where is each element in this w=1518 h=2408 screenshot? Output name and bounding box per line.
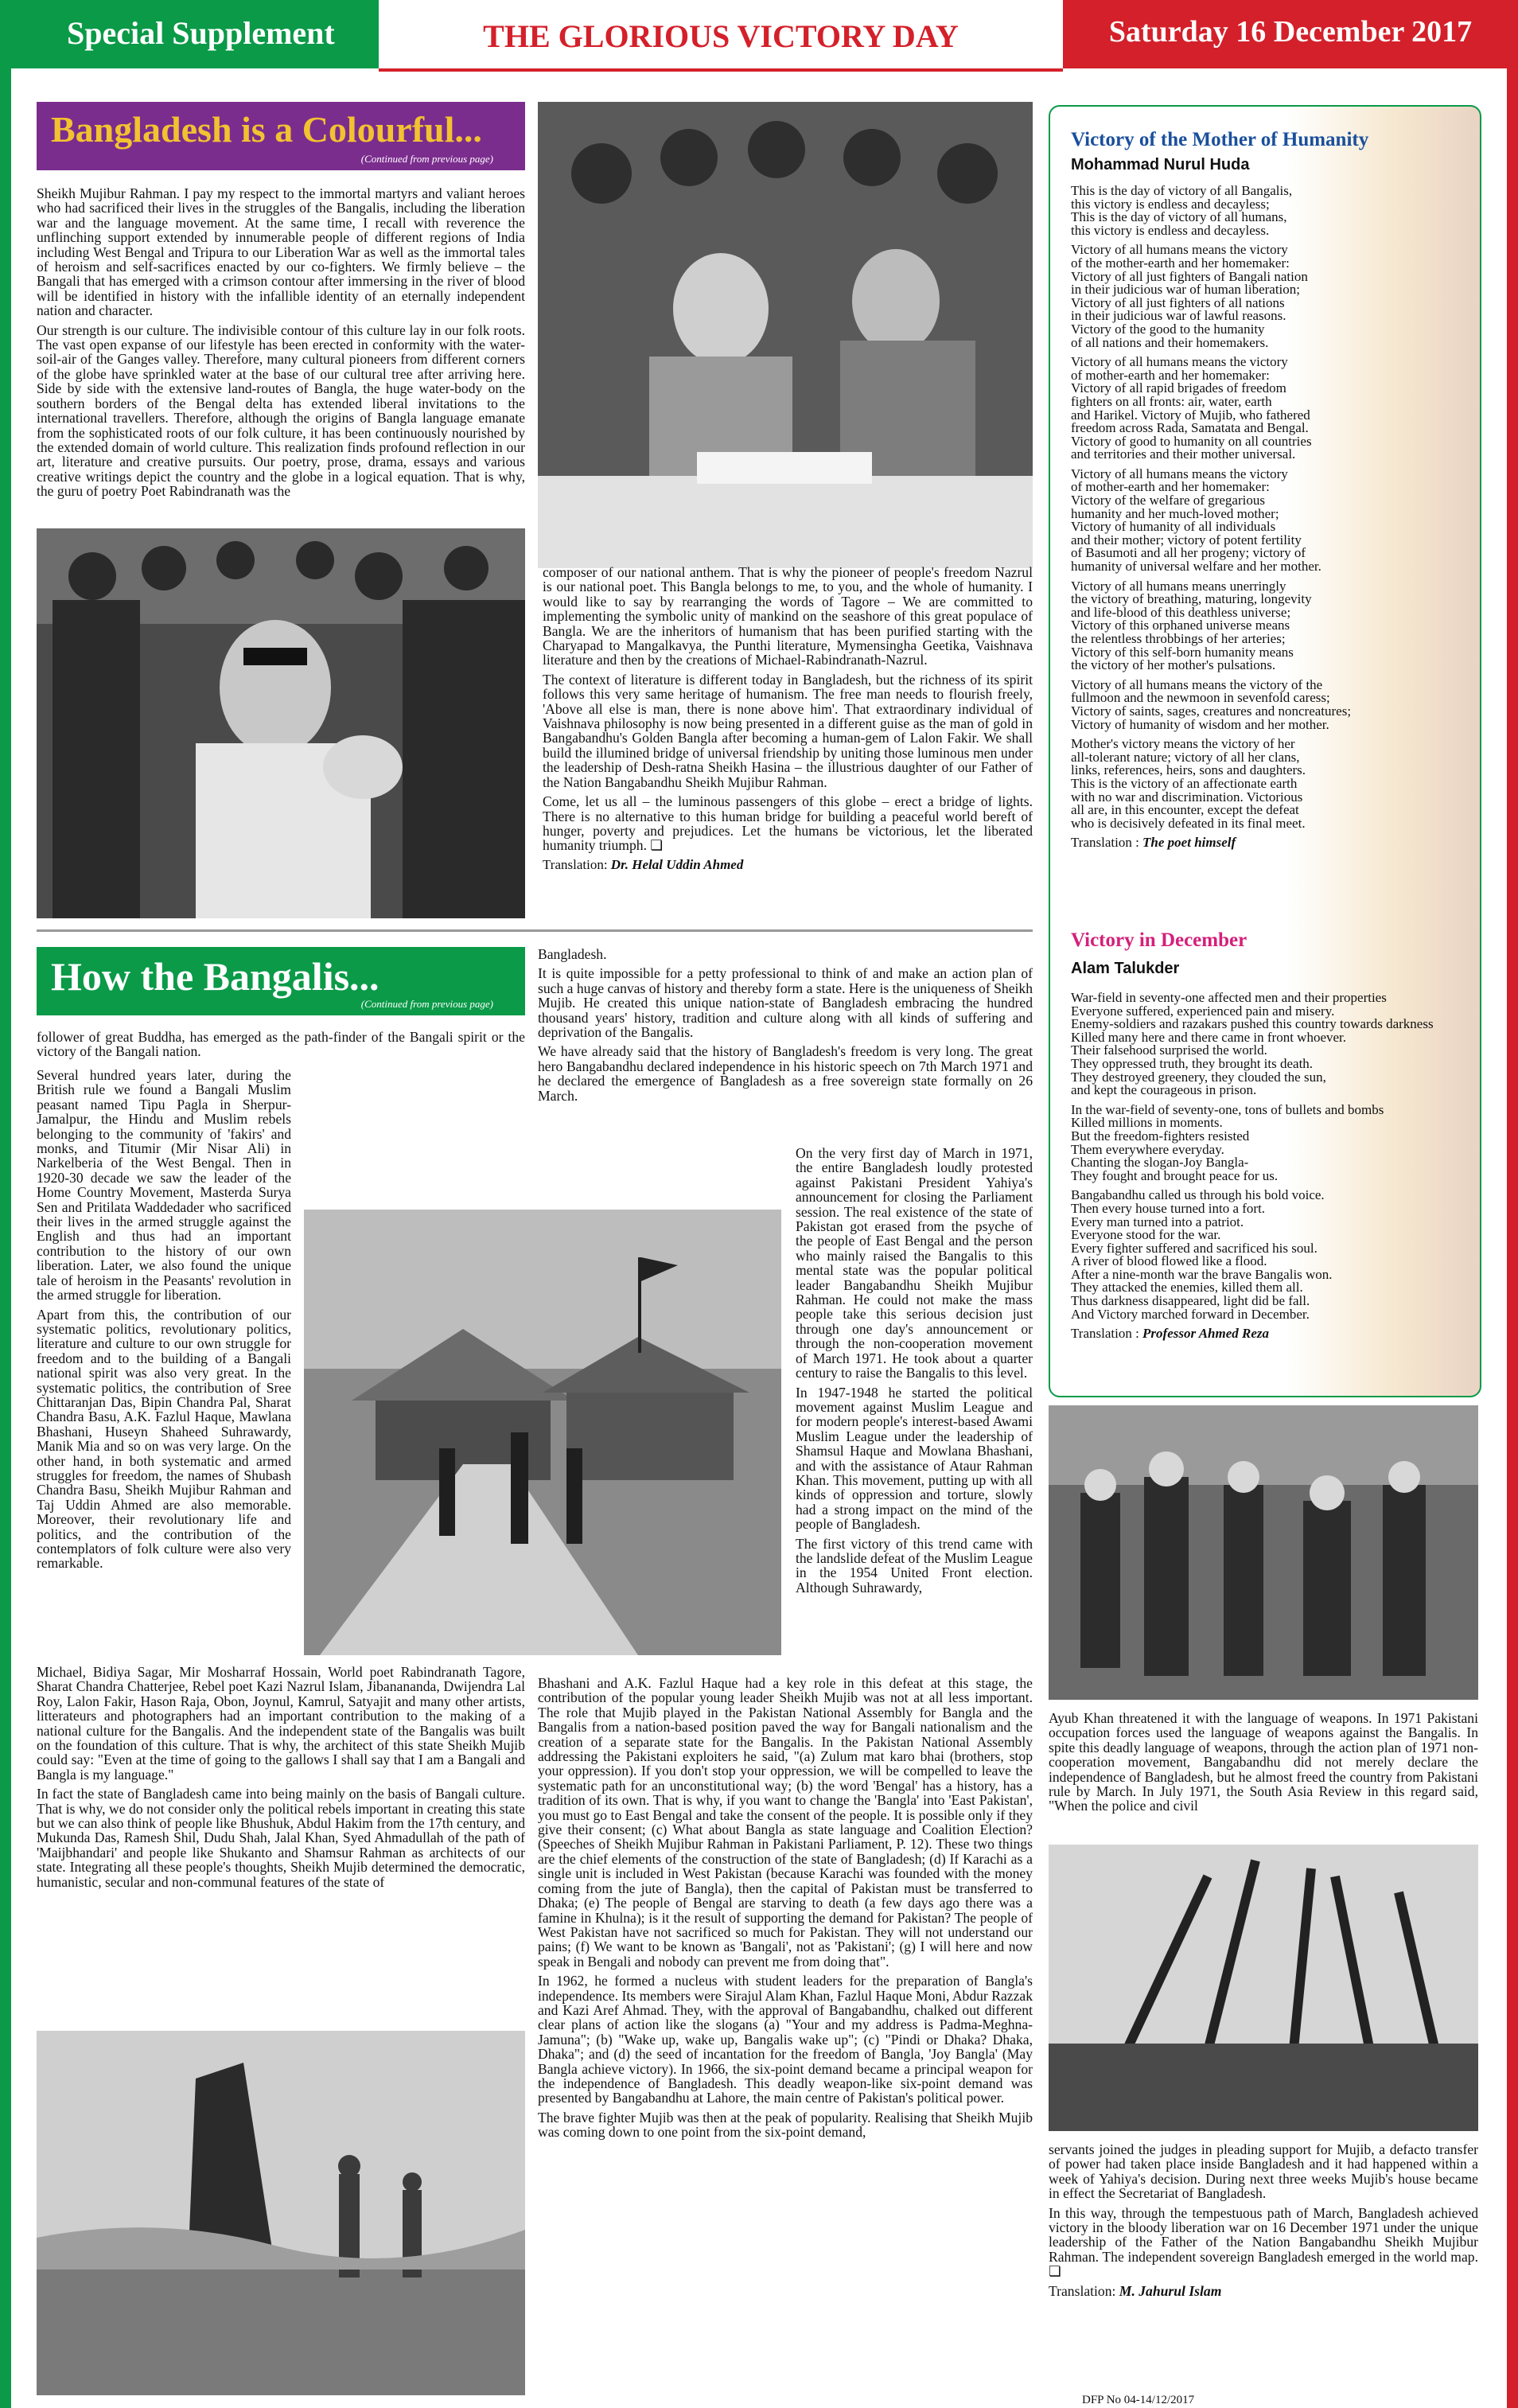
paragraph: Several hundred years later, during the British rule we found a Bangali Muslim peasant named Tipu Pagla in Sherpur-Jamalpur, the Hindu and Muslim rebels belonging to the community of 'fakirs' and monks, and Titumir (Mir Nisar Ali) in Narkelberia of the West Bengal. Then in 1920-30 decade we saw the leader of the Home Country Movement, Masterda Surya Sen and Pritilata Waddedader who sacrificed their lives in the armed struggle against the English and thus had an important contribution to the history of our own liberation. Later, we also found the unique tale of heroism in the Peasants' revolution in the armed struggle for liberation. [37,1067,291,1303]
translator-name: Dr. Helal Uddin Ahmed [610,856,744,872]
stanza: This is the day of victory of all Bangalis, this victory is endless and decayless; This is the day of victory of all humans, this victory is endless and decayless. [1071,183,1293,238]
paragraph: In this way, through the tempestuous path of March, Bangladesh achieved victory in the bloody liberation war on 16 December 1971 under the unique leadership of the Father of the Nation Bangabandhu Sheikh Mujibur Rahman. The independent sovereign Bangladesh emerged in the world map. ❏ [1049,2204,1478,2280]
paragraph: composer of our national anthem. That is why the pioneer of people's freedom Nazrul is our national poet. This Bangla belongs to me, to you, and the whole of humanity. I would like to say by rearranging the words of Tagore – We are committed to implementing the symbolic unity of mankind on the seashore of this great populace of Bangla. We are the inheritors of humanism that has been purified starting with the Charyapad to Mangalkavya, the Punthi literature, Mymensingha Geetika, Vaishnava literature and then by the creations of Michael-Rabindranath-Nazrul. [543,564,1033,668]
supplement-title: THE GLORIOUS VICTORY DAY [483,18,959,54]
section-divider [37,929,1033,932]
photo-village-woman [37,2031,525,2395]
article2-column3-top [1049,1711,1478,1818]
paragraph: It is quite impossible for a petty professional to think of and make an action plan of such a huge canvas of history and thereby form a state. Here is the uniqueness of Sheikh Mujib. He created this unique nation-state of Bangladesh embracing the hundred thousand years' history, tradition and culture along with all kinds of suffering and deprivation of the Bangalis. [538,965,1033,1041]
article2-continued: (Continued from previous page) [360,998,493,1010]
translator-name: Professor Ahmed Reza [1142,1326,1270,1342]
article1-headline-banner [37,102,525,170]
article2-column2-bottom [538,1676,1033,2145]
paragraph: The brave fighter Mujib was then at the peak of popularity. Realising that Sheikh Mujib was coming down to one point from the six-point demand, [538,2109,1033,2141]
stanza: Victory of all humans means the victory of mother-earth and her homemaker: Victory of all rapid brigades of freedom fighters on all fronts: air, water, earth and Harikel. Victory of Mujib, who fathered freedom across Rada, Samatata and Bengal. Victory of good to humanity on all countries and territories and their mother universal. [1071,354,1312,462]
paragraph: follower of great Buddha, has emerged as the path-finder of the Bangali spirit or the victory of the Bangali nation. [37,1029,525,1060]
stanza: Victory of all humans means the victory of the mother-earth and her homemaker: Victory of all just fighters of Bangali nation in their judicious war of human liberation; Victory of all just fighters of all nations in their judicious war of lawful reasons. Victory of the good to the humanity of all nations and their homemakers. [1071,242,1308,350]
article1-column1 [37,186,525,504]
paragraph: In fact the state of Bangladesh came into being mainly on the basis of Bangali culture. That is why, we do not consider only the political rebels important in creating this state but we can also think of people like Bhushuk, Abdul Hakim from the 17th century, and Mukunda Das, Ramesh Shil, Dudu Shah, Jalal Khan, Syed Ahmadullah of the path of 'Maijbhandari' and people like Shukanto and Shamsur Rahman as architects of our state. Integrating all these people's thoughts, Sheikh Mujib determined the democratic, humanistic, secular and non-communal features of the state of [37,1786,525,1890]
paragraph: In 1947-1948 he started the political movement against Muslim League and for modern people's interest-based Awami Muslim League under the leadership of Shamsul Haque and Mowlana Bhashani, and with the assistance of Ataur Rahman Khan. This movement, putting up with all kinds of oppression and torture, slowly had a strong impact on the mind of the people of Bangladesh. [796,1384,1033,1533]
translation-label: Translation : [1071,1326,1143,1342]
paragraph: In 1962, he formed a nucleus with student leaders for the preparation of Bangla's independence. Its members were Sirajul Alam Khan, Fazlul Haque Moni, Abdur Razzak and Kazi Aref Ahmad. They, with the approval of Bangabandhu, chalked out different clear plans of action like the slogans (a) "Your and my address is Padma-Meghna-Jamuna"; (b) "Wake up, wake up, Bangalis wake up"; (c) "Pindi or Dhaka? Dhaka, Dhaka"; and (d) the seed of incantation for the freedom of Bangla, 'Joy Bangla' (May Bangla achieve victory). In 1966, the six-point demand became a principal weapon for the independence of Bangladesh. This deadly weapon-like six-point demand was presented by Bangabandhu at Lahore, the main centre of Pakistan's political power. [538,1973,1033,2106]
stanza: Victory of all humans means unerringly the victory of breathing, maturing, longevity and life-blood of this deathless universe; Victory of this orphaned universe means the relentless throbbings of her arteries; Victory of this self-born humanity means the victory of her mother's pulsations. [1071,578,1312,673]
poem2-body [1071,992,1469,1347]
translator-name: M. Jahurul Islam [1119,2282,1222,2299]
poem1-author: Mohammad Nurul Huda [1071,156,1250,173]
article2-translation [1049,2284,1478,2298]
translation-label: Translation : [1071,835,1143,851]
paragraph: The context of literature is different today in Bangladesh, but the richness of its spirit follows this very same heritage of humanism. The free man needs to flourish freely, 'Above all else is man, there is none above him'. That extraordinary individual of Vaishnava philosophy is now being presented in a different guise as the man of gold in Bangabandhu's Golden Bangla after becoming a human-gem of Lalon Fakir. We shall build the illumined bridge of universal friendship by uniting those luminous men under the leadership of Desh-ratna Sheikh Hasina – the illustrious daughter of our Father of the Nation Bangabandhu Sheikh Mujibur Rahman. [543,671,1033,790]
article1-continued: (Continued from previous page) [360,153,493,165]
translation-label: Translation: [543,856,611,872]
poem2-translation [1071,1327,1469,1341]
paragraph: Our strength is our culture. The indivisible contour of this culture lay in our folk roots. The vast open expanse of our lifestyle has been erected in conformity with the water-soil-air of the Ganges valley. Therefore, many cultural pioneers from different corners of the globe have sprinkled water at the base of our cultural tree after arriving here. Side by side with the extensive land-routes of Bangla, the huge water-body on the southern borders of the Bengal delta has extended liberal invitations to the international travellers. Therefore, although the origins of Bangla language emanate from the sophisticated roots of our folk culture, it has been continuously nourished by the extended domain of world culture. This realization finds profound reflection in our art, literature and creative pursuits. Our poetry, prose, drama, essays and various creative writings depict the country and the globe in a logical equation. That is why, the guru of poetry Poet Rabindranath was the [37,321,525,500]
stanza: Victory of all humans means the victory of the fullmoon and the newmoon in sevenfold caress; Victory of saints, sages, creatures and noncreatures; Victory of humanity of wisdom and her mother. [1071,676,1352,732]
paragraph: Sheikh Mujibur Rahman. I pay my respect to the immortal martyrs and valiant heroes who had sacrificed their lives in the struggles of the Bangalis, including the liberation war and the language movement. At the same time, I recall with reverence the unflinching support extended by innumerable people of different regions of India including West Bengal and Tripura to our Liberation War as well as the immortal tales of heroism and self-sacrifices enacted by our co-fighters. We firmly believe – the Bangali that has emerged with a crimson contour after immersing in the river of blood will be identified in history with the infallible identity of an eternally independent nation and character. [37,185,525,319]
masthead [0,0,1518,73]
photo-village-huts [304,1210,781,1655]
stanza: War-field in seventy-one affected men and their properties Everyone suffered, experienced pain and misery. Enemy-soldiers and razakars pushed this country towards darkness Killed many here and there came in front whoever. Their falsehood surprised the world. They oppressed truth, they brought its death. They destroyed greenery, they clouded the sun, and kept the courageous in prison. [1071,990,1434,1098]
translator-name: The poet himself [1142,835,1236,851]
article2-column2-top [538,947,1033,1108]
poem2-title: Victory in December [1071,929,1247,951]
article2-column3-bottom [1049,2142,1478,2303]
poem1-body [1071,185,1469,856]
paragraph: Bangladesh. [538,946,607,962]
translation-label: Translation: [1049,2282,1119,2299]
paragraph: We have already said that the history of Bangladesh's freedom is very long. The great hero Bangabandhu declared independence in his historic speech on 7th March 1971 and he declared the emergence of Bangladesh as a free sovereign state formally on 26 March. [538,1043,1033,1104]
photo-raised-rifles [1049,1845,1478,2131]
article1-column2 [543,565,1033,877]
article1-translation [543,858,1033,872]
poem1-title: Victory of the Mother of Humanity [1071,129,1369,150]
article2-headline-banner [37,947,525,1015]
photo-surrender-signing [538,102,1033,568]
stanza: In the war-field of seventy-one, tons of bullets and bombs Killed millions in moments. But the freedom-fighters resisted Them everywhere everyday. Chanting the slogan-Joy Bangla- They fought and brought peace for us. [1071,1101,1384,1183]
article2-column2-wrap [796,1146,1033,1599]
paragraph: Bhashani and A.K. Fazlul Haque had a key role in this defeat at this stage, the contribution of the popular young leader Sheikh Mujib was not at all less important. The role that Mujib played in the Pakistan National Assembly for Bangla and the Bangalis from a nation-based position paved the way for Bangali nationalism and the creation of a separate state for the Bangalis. In the Pakistan National Assembly addressing the Pakistani exploiters he said, "(a) Zulum mat karo bhai (brothers, stop your oppression). If you don't stop your oppression, we will be compelled to leave the systematic path for an unconstitutional way; (b) the word 'Bengal' has a history, has a tradition of its own. That is why, if you want to change the 'Bangla' into 'East Pakistan', you must go to East Bengal and take the consent of the people. It is possible only if they give their consent; (c) What about Bangla as state language and Coalition Election? (Speeches of Sheikh Mujibur Rahman in Pakistani Parliament, P. 12). These two things are the chief elements of the construction of the state of Bangladesh; (d) If Karachi as a single unit is included in West Pakistan (because Karachi was founded with the money coming from the jute of Bangla), then the capital of Pakistan must be transferred to Dhaka; (e) The people of Bengal are starving to death (a few days ago there was a famine in Khulna); is it the result of supporting the demand for Pakistan? The people of West Pakistan have not sacrificed so much for Pakistan. They will not understand our pains; (f) We want to be known as 'Bangali', not as 'Pakistani'; (g) I will here and now speak in Bengali and nobody can prevent me from doing that". [538,1675,1033,1970]
section-label: Special Supplement [67,15,335,51]
paragraph: On the very first day of March in 1971, the entire Bangladesh loudly protested against Pakistani President Yahiya's announcement for closing the Parliament session. The real existence of the state of Pakistan got erased from the psyche of the people of East Bengal and the person who mainly raised the Bangalis to this mental state was the popular political leader Bangabandhu Sheikh Mujibur Rahman. He could not make the mass people take this serious decision just through one day's announcement or through the non-cooperation movement of March 1971. He took about a quarter century to raise the Bangalis to this level. [796,1145,1033,1381]
article2-column1-full [37,1665,525,1894]
paragraph: servants joined the judges in pleading support for Mujib, a defacto transfer of power had taken place inside Bangladesh and it had happened within a week of Yahiya's decision. During next three weeks Mujib's house became in effect the Secretariat of Bangladesh. [1049,2141,1478,2202]
photo-freedom-fighters [1049,1405,1478,1700]
photo-mujib-crowd [37,528,525,918]
stanza: Bangabandhu called us through his bold voice. Then every house turned into a fort. Every man turned into a patriot. Everyone stood for the war. Every fighter suffered and sacrificed his soul. A river of blood flowed like a flood. After a nine-month war the brave Bangalis won. They attacked the enemies, killed them all. Thus darkness disappeared, light did be fall. And Victory marched forward in December. [1071,1187,1333,1322]
paragraph: Michael, Bidiya Sagar, Mir Mosharraf Hossain, World poet Rabindranath Tagore, Sharat Chandra Chatterjee, Rebel poet Kazi Nazrul Islam, Jibanananda, Dwijendra Lal Roy, Lalon Fakir, Hason Raja, Obon, Joynul, Kamrul, Satyajit and many other artists, litterateurs and photographers had an important contribution to the making of a national culture for the Bangalis. And the independent state of the Bangalis was built on the foundation of this culture. That is why, the architect of this state Sheikh Mujib could say: "Even at the time of going to the gallows I shall say that I am a Bangali and Bangla is my language." [37,1664,525,1783]
article2-column1-top [37,1030,525,1064]
paragraph: Ayub Khan threatened it with the language of weapons. In 1971 Pakistani occupation forces used the language of weapons against the Bangalis. In spite this deadly language of weapons, through the action plan of 1971 non-cooperation movement, Bangabandhu did not merely declare the independence of Bangladesh, but he almost freed the country from Pakistani rule by March. In July 1971, the South Asia Review in this regard said, "When the police and civil [1049,1710,1478,1814]
left-green-rail [0,68,11,2408]
dfp-number: DFP No 04-14/12/2017 [1082,2394,1195,2406]
paragraph: Apart from this, the contribution of our systematic politics, revolutionary politics, literature and culture to our own struggle for freedom and to the building of a Bangali national spirit was also very great. In the systematic politics, the contribution of Sree Chittaranjan Das, Bipin Chandra Pal, Sharat Chandra Basu, A.K. Fazlul Haque, Mawlana Bhashani, Huseyn Shaheed Suhrawardy, Manik Mia and so on was very large. On the other hand, in both systematic and armed struggles for freedom, the names of Shubash Chandra Basu, Sheikh Mujibur Rahman and Taj Uddin Ahmed are also memorable. Moreover, their revolutionary life and politics, and the contribution of the contemplators of folk culture were also very remarkable. [37,1306,291,1572]
stanza: Mother's victory means the victory of her all-tolerant nature; victory of all her clans, links, references, heirs, sons and daughters. This is the victory of an affectionate earth with no war and discrimination. Victorious all are, in this encounter, except the defeat who is decisively defeated in its final meet. [1071,736,1306,831]
paragraph: The first victory of this trend came with the landslide defeat of the Muslim League in the 1954 United Front election. Although Suhrawardy, [796,1535,1033,1596]
article2-title: How the Bangalis... [51,954,380,999]
poem1-translation [1071,836,1469,850]
stanza: Victory of all humans means the victory of mother-earth and her homemaker: Victory of the welfare of gregarious humanity and her much-loved mother; Victory of humanity of all individuals and their mother; victory of potent fertility of Basumoti and all her progeny; victory of humanity of universal welfare and her mother. [1071,466,1321,575]
article1-title: Bangladesh is a Colourful... [51,109,482,150]
issue-date: Saturday 16 December 2017 [1108,15,1473,49]
paragraph: Come, let us all – the luminous passengers of this globe – erect a bridge of lights. There is no alternative to this human bridge for building a peaceful world bereft of hunger, poverty and prejudices. Let the humans be victorious, let the liberated humanity triumph. ❏ [543,793,1033,854]
article2-column1-wrap [37,1068,291,1576]
poem2-author: Alam Talukder [1071,960,1180,977]
right-red-rail [1507,68,1518,2408]
